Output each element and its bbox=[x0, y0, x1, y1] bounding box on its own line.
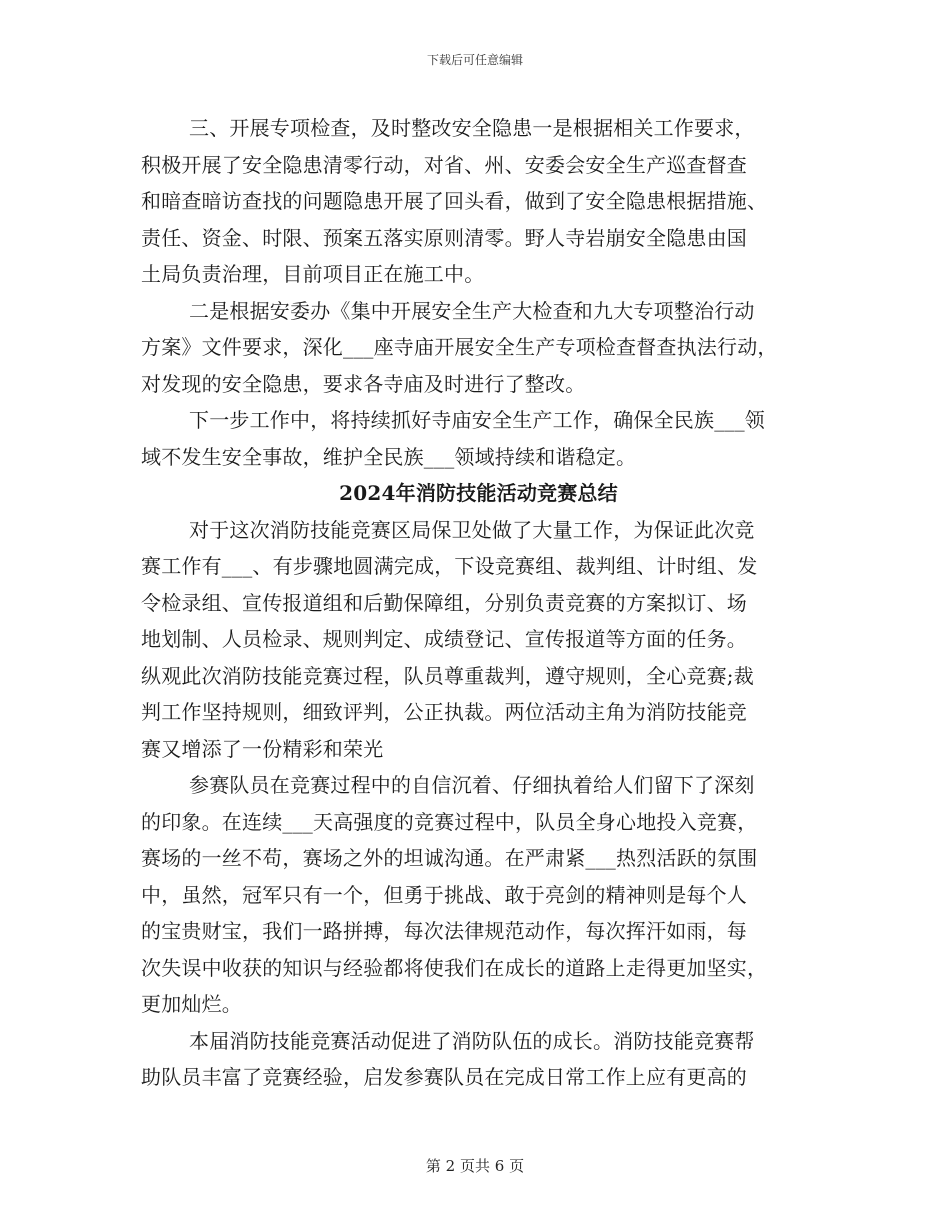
text-line: 积极开展了安全隐患清零行动，对省、州、安委会安全生产巡查督查 bbox=[141, 152, 747, 177]
paragraph-first-line: 三、开展专项检查，及时整改安全隐患一是根据相关工作要求， bbox=[189, 116, 755, 140]
text-line: 令检录组、宣传报道组和后勤保障组，分别负责竞赛的方案拟订、场 bbox=[141, 590, 747, 615]
text-line: 赛工作有___、有步骤地圆满完成，下设竞赛组、裁判组、计时组、发 bbox=[141, 554, 758, 578]
text-line: 次失误中收获的知识与经验都将使我们在成长的道路上走得更加坚实， bbox=[141, 955, 768, 980]
paragraph-first-line: 参赛队员在竞赛过程中的自信沉着、仔细执着给人们留下了深刻 bbox=[189, 773, 755, 797]
text-line: 域不发生安全事故，维护全民族___领域持续和谐稳定。 bbox=[141, 444, 637, 469]
paragraph-first-line: 二是根据安委办《集中开展安全生产大检查和九大专项整治行动 bbox=[189, 298, 755, 323]
text-line: 土局负责治理，目前项目正在施工中。 bbox=[141, 262, 485, 286]
section-title: 2024年消防技能活动竞赛总结 bbox=[339, 481, 618, 505]
text-line: 赛场的一丝不苟，赛场之外的坦诚沟通。在严肃紧___热烈活跃的氛围 bbox=[141, 846, 758, 870]
text-line: 判工作坚持规则，细致评判，公正执裁。两位活动主角为消防技能竞 bbox=[141, 700, 747, 724]
paragraph-first-line: 本届消防技能竞赛活动促进了消防队伍的成长。消防技能竞赛帮 bbox=[189, 1028, 755, 1053]
text-line: 方案》文件要求，深化___座寺庙开展安全生产专项检查督查执法行动， bbox=[141, 335, 778, 359]
document-body bbox=[141, 110, 806, 1096]
text-line: 助队员丰富了竞赛经验，启发参赛队员在完成日常工作上应有更高的 bbox=[141, 1065, 747, 1089]
text-line: 地划制、人员检录、规则判定、成绩登记、宣传报道等方面的任务。 bbox=[141, 627, 747, 651]
text-line: 的印象。在连续___天高强度的竞赛过程中，队员全身心地投入竞赛， bbox=[141, 809, 758, 834]
text-line: 赛又增添了一份精彩和荣光 bbox=[141, 736, 384, 761]
page-footer: 第 2 页共 6 页 bbox=[425, 1157, 525, 1175]
text-line: 的宝贵财宝，我们一路拼搏，每次法律规范动作，每次挥汗如雨，每 bbox=[141, 919, 747, 943]
text-line: 责任、资金、时限、预案五落实原则清零。野人寺岩崩安全隐患由国 bbox=[141, 225, 747, 250]
text-line: 纵观此次消防技能竞赛过程，队员尊重裁判，遵守规则，全心竞赛;裁 bbox=[141, 663, 754, 688]
section-safety-work bbox=[141, 110, 806, 475]
page-header: 下载后可任意编辑 bbox=[426, 53, 523, 67]
text-line: 和暗查暗访查找的问题隐患开展了回头看，做到了安全隐患根据措施、 bbox=[141, 189, 768, 213]
text-line: 更加灿烂。 bbox=[141, 992, 242, 1016]
section-fire-contest-summary bbox=[141, 512, 806, 1096]
paragraph-first-line: 下一步工作中，将持续抓好寺庙安全生产工作，确保全民族___领 bbox=[189, 408, 765, 432]
text-line: 中，虽然，冠军只有一个，但勇于挑战、敢于亮剑的精神则是每个人 bbox=[141, 882, 747, 907]
paragraph-first-line: 对于这次消防技能竞赛区局保卫处做了大量工作，为保证此次竞 bbox=[189, 517, 755, 542]
text-line: 对发现的安全隐患，要求各寺庙及时进行了整改。 bbox=[141, 371, 586, 396]
